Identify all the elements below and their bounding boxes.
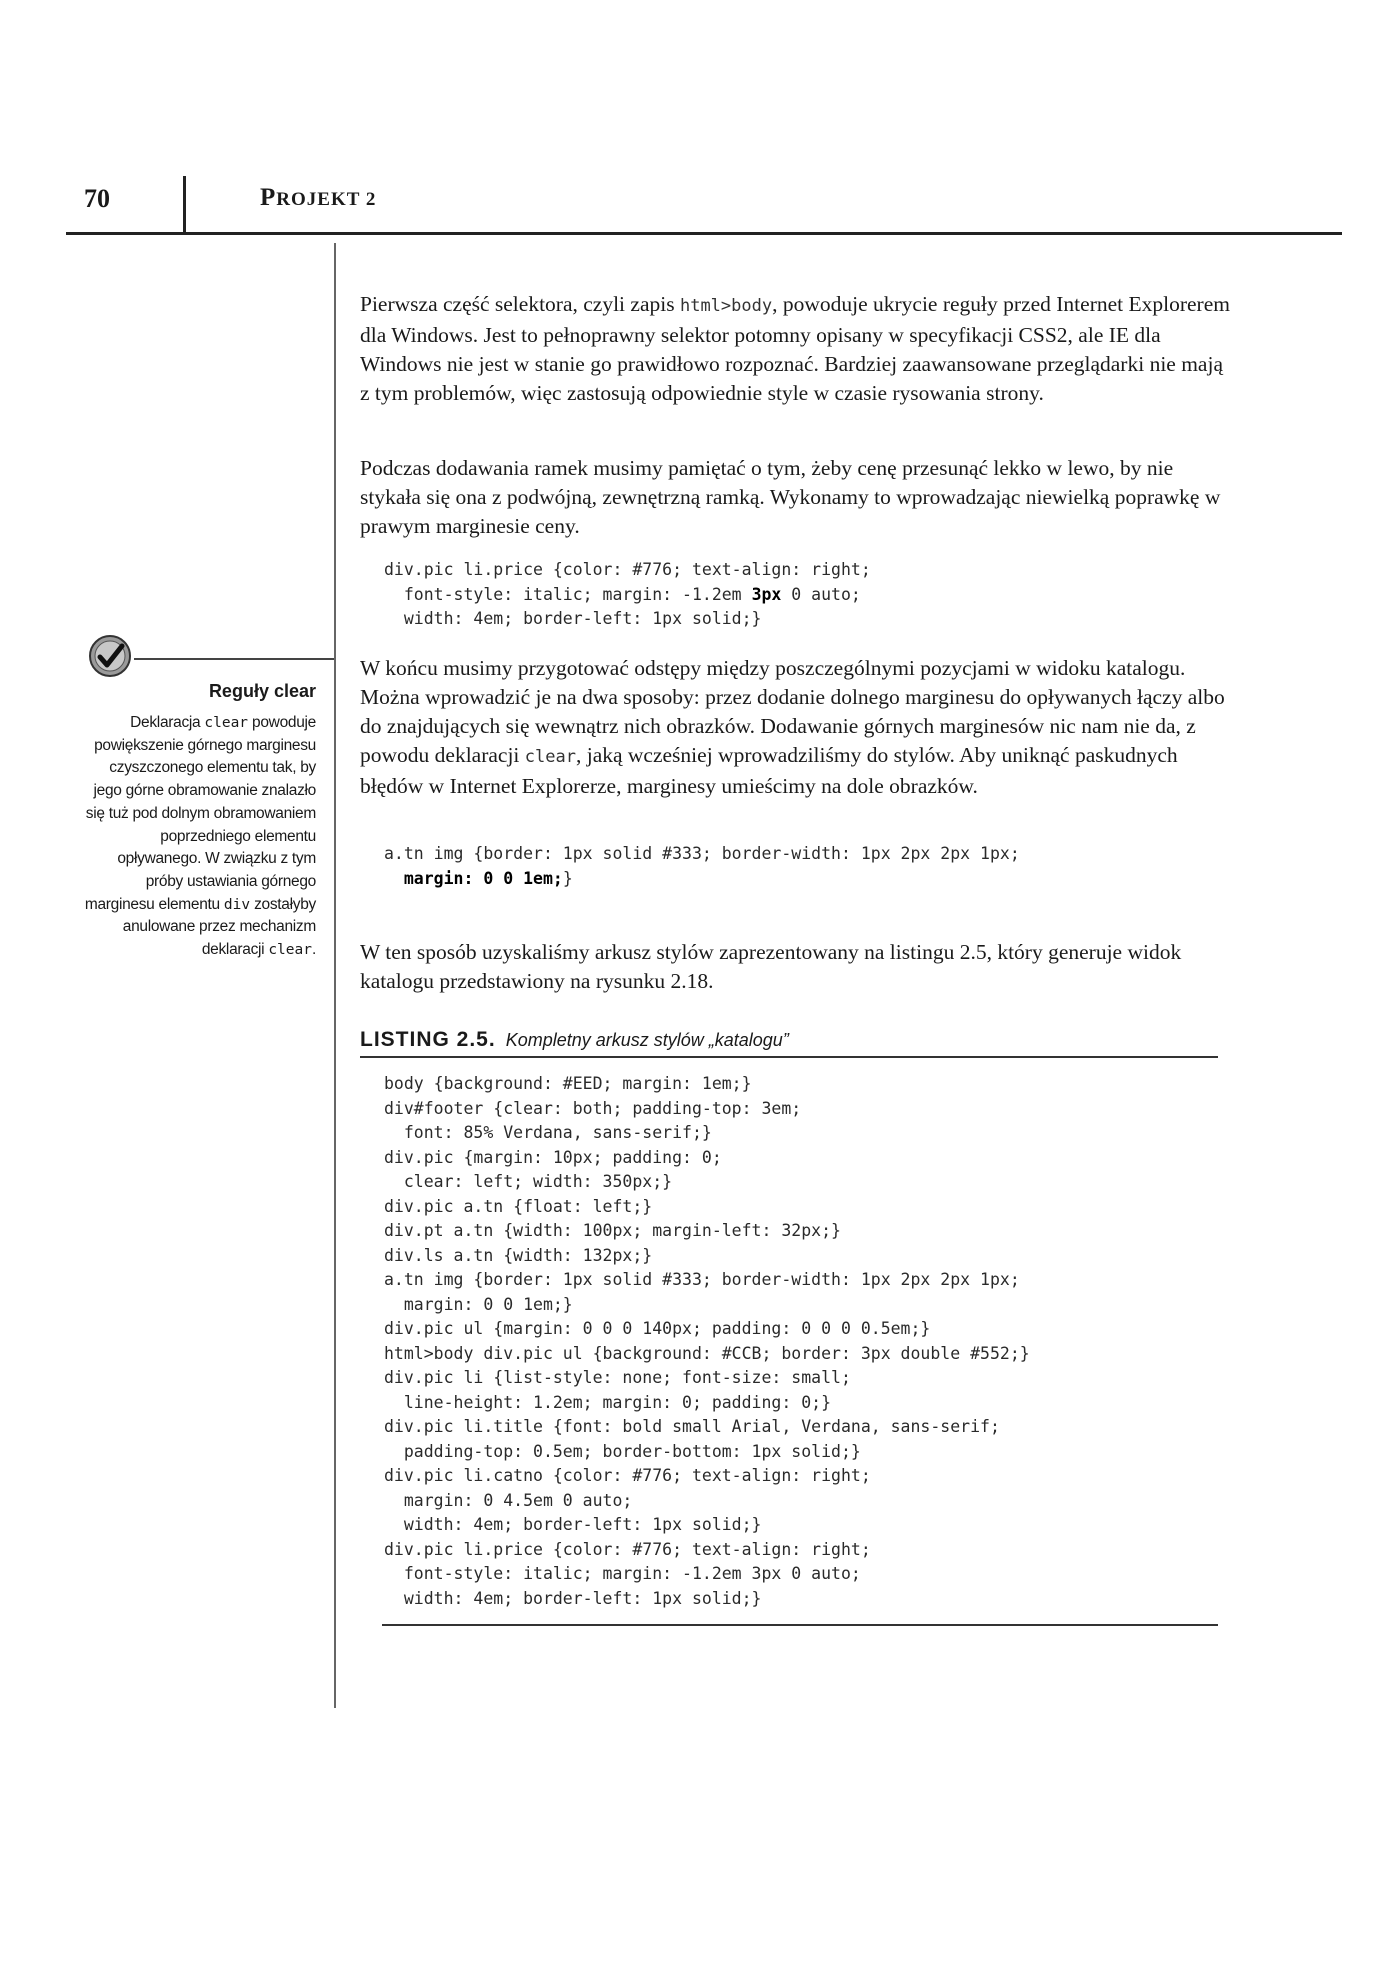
code-fragment: font-style: italic; margin: -1.2em <box>384 584 752 604</box>
code-line <box>384 867 1244 892</box>
code-fragment: 0 auto; <box>781 584 861 604</box>
listing-title: Kompletny arkusz stylów „katalogu” <box>505 1030 789 1050</box>
paragraph-1-text-b: , powoduje ukrycie reguły przed Internet Explorerem dla Windows. Jest to pełnoprawny selektor potomny opisany w specyfikacji CSS2, ale IE dla Windows nie jest w stanie go prawidłowo rozpoznać. Bardziej zaawansowane przeglądarki nie mają z tym problemów, więc zastosują odpowiednie style w czasie rysowania strony. <box>360 292 1230 405</box>
listing-rule-bottom <box>382 1624 1218 1626</box>
code-line: width: 4em; border-left: 1px solid;} <box>384 609 762 628</box>
tip-divider <box>134 658 334 660</box>
listing-line: div.pic li.title {font: bold small Arial, Verdana, sans-serif; <box>384 1417 1000 1436</box>
tip-inline-code: div <box>223 896 251 913</box>
listing-caption <box>360 1027 789 1052</box>
listing-line: a.tn img {border: 1px solid #333; border-width: 1px 2px 2px 1px; <box>384 1270 1020 1289</box>
tip-text: zostałyby anulowane przez mechanizm deklaracji <box>122 895 316 959</box>
listing-line: div.pic li.price {color: #776; text-align: right; <box>384 1539 871 1559</box>
code-line: a.tn img {border: 1px solid #333; border-width: 1px 2px 2px 1px; <box>384 844 1020 863</box>
code-block-2 <box>384 842 1244 891</box>
listing-line: div.pic a.tn {float: left;} <box>384 1196 653 1216</box>
listing-line: width: 4em; border-left: 1px solid;} <box>384 1515 762 1534</box>
header-divider <box>183 176 186 232</box>
listing-line: div.pic li {list-style: none; font-size: small; <box>384 1368 851 1387</box>
running-head-rest: ROJEKT 2 <box>276 189 377 210</box>
page-number: 70 <box>84 184 110 213</box>
checkmark-icon <box>88 634 132 678</box>
code-fragment-bold: 3px <box>751 584 782 604</box>
column-rule <box>334 243 336 1708</box>
running-head-initial: P <box>260 184 277 211</box>
code-line <box>384 583 1244 608</box>
listing-line: margin: 0 0 1em;} <box>384 1294 573 1314</box>
listing-line: line-height: 1.2em; margin: 0; padding: 0;} <box>384 1392 832 1412</box>
tip-body <box>84 712 316 962</box>
listing-line: font: 85% Verdana, sans-serif;} <box>384 1123 712 1142</box>
listing-line: body {background: #EED; margin: 1em;} <box>384 1074 752 1093</box>
listing-line: padding-top: 0.5em; border-bottom: 1px solid;} <box>384 1441 861 1461</box>
paragraph-3-text-b: , jaką wcześniej wprowadziliśmy do stylów. Aby uniknąć paskudnych błędów w Internet Explorerze, marginesy umieścimy na dole obrazków. <box>360 743 1178 798</box>
tip-title: Reguły clear <box>208 681 316 701</box>
listing-line: div.pic {margin: 10px; padding: 0; <box>384 1147 722 1167</box>
code-line: div.pic li.price {color: #776; text-align: right; <box>384 560 871 579</box>
listing-line: div#footer {clear: both; padding-top: 3em; <box>384 1098 802 1118</box>
header-rule <box>66 232 1342 235</box>
code-fragment: } <box>562 868 573 888</box>
inline-code-clear: clear <box>524 747 576 767</box>
tip-text: Deklaracja <box>130 714 205 731</box>
listing-line: font-style: italic; margin: -1.2em 3px 0 auto; <box>384 1564 861 1583</box>
paragraph-2: Podczas dodawania ramek musimy pamiętać o tym, żeby cenę przesunąć lekko w lewo, by nie stykała się ona z podwójną, zewnętrzną ramką. Wykonamy to wprowadzając niewielką poprawkę w prawym marginesie ceny. <box>360 456 1221 538</box>
paragraph-4: W ten sposób uzyskaliśmy arkusz stylów zaprezentowany na listingu 2.5, który generuje widok katalogu przedstawiony na rysunku 2.18. <box>360 940 1182 993</box>
inline-code-html-body: html>body <box>679 296 773 316</box>
listing-line: clear: left; width: 350px;} <box>384 1172 673 1191</box>
tip-text: powoduje powiększenie górnego marginesu czyszczonego elementu tak, by jego górne obramowanie znalazło się tuż pod dolnym obramowaniem poprzedniego elementu opływanego. W związku z tym próby ustawiania górnego marginesu elementu <box>84 714 316 913</box>
listing-code <box>384 1072 1244 1611</box>
listing-label: LISTING 2.5. <box>360 1028 496 1051</box>
listing-line: div.pic li.catno {color: #776; text-align: right; <box>384 1466 871 1485</box>
code-block-1 <box>384 558 1244 632</box>
listing-rule-top <box>360 1056 1218 1058</box>
paragraph-3 <box>360 654 1230 801</box>
tip-inline-code: clear <box>268 942 312 959</box>
paragraph-1 <box>360 290 1230 408</box>
listing-line: div.pt a.tn {width: 100px; margin-left: 32px;} <box>384 1221 841 1240</box>
listing-line: div.ls a.tn {width: 132px;} <box>384 1245 653 1265</box>
tip-inline-code: clear <box>204 715 249 731</box>
paragraph-1-text-a: Pierwsza część selektora, czyli zapis <box>360 292 680 316</box>
listing-line: div.pic ul {margin: 0 0 0 140px; padding: 0 0 0 0.5em;} <box>384 1319 931 1338</box>
code-fragment-bold: margin: 0 0 1em; <box>384 868 563 888</box>
running-head <box>260 184 376 212</box>
tip-text: . <box>311 941 316 959</box>
paragraph-3-text-a: W końcu musimy przygotować odstępy między poszczególnymi pozycjami w widoku katalogu. Można wprowadzić je na dwa sposoby: przez dodanie dolnego marginesu do opływanych łączy albo do znajdujących się wewnątrz nich obrazków. Dodawanie górnych marginesów nic nam nie da, z powodu deklaracji <box>360 656 1225 767</box>
listing-line: html>body div.pic ul {background: #CCB; border: 3px double #552;} <box>384 1343 1030 1363</box>
listing-line: margin: 0 4.5em 0 auto; <box>384 1490 633 1510</box>
listing-line: width: 4em; border-left: 1px solid;} <box>384 1588 762 1608</box>
